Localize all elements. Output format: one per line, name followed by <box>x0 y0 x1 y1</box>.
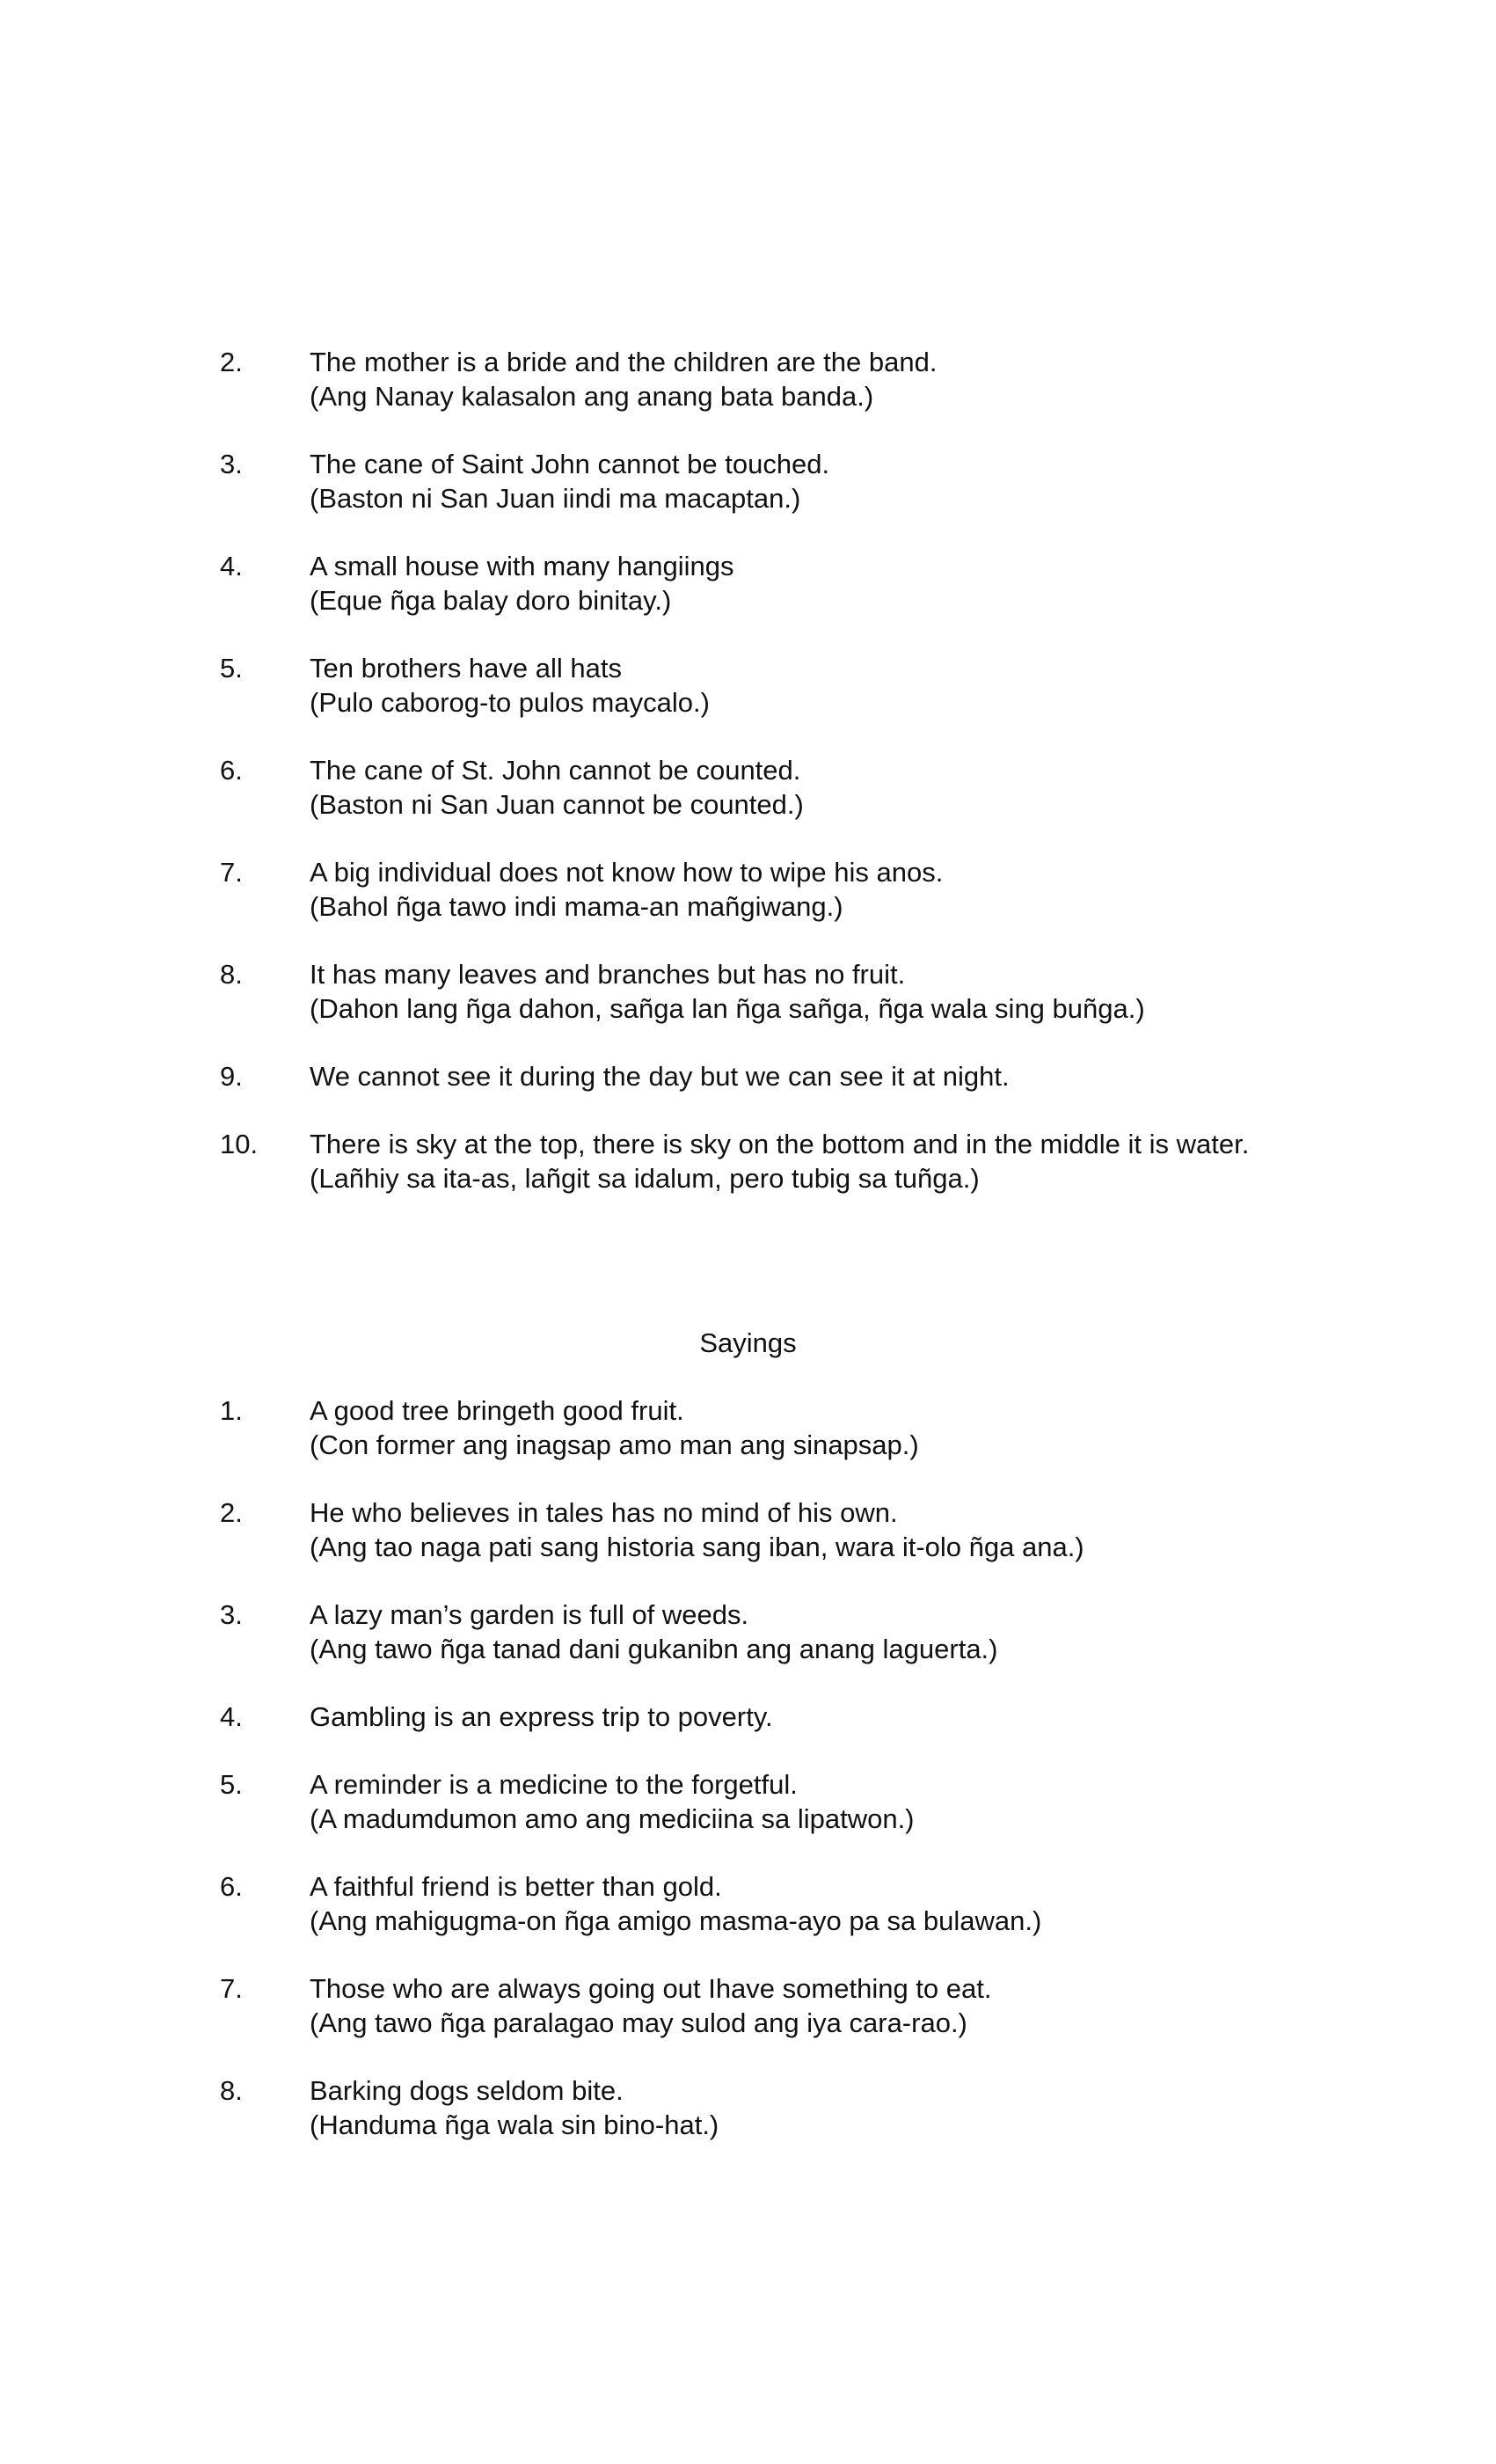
english-text: The cane of St. John cannot be counted. <box>310 755 801 786</box>
item-number: 2. <box>220 347 243 377</box>
english-text: He who believes in tales has no mind of his own. <box>310 1497 898 1528</box>
list-item <box>220 957 1275 1026</box>
list-item <box>220 447 1275 515</box>
list-item <box>220 855 1275 924</box>
english-text: Barking dogs seldom bite. <box>310 2075 624 2106</box>
list-item <box>220 1059 1275 1093</box>
translation-text: (Pulo caborog-to pulos maycalo.) <box>310 687 710 718</box>
item-number: 5. <box>220 653 243 684</box>
item-number: 5. <box>220 1769 243 1800</box>
list-item <box>220 1767 1275 1836</box>
list-item <box>220 753 1275 822</box>
english-text: The mother is a bride and the children are the band. <box>310 347 938 377</box>
sayings-list <box>220 1393 1275 2175</box>
translation-text: (Ang tao naga pati sang historia sang iban, wara it-olo ñga ana.) <box>310 1532 1084 1562</box>
translation-text: (Eque ñga balay doro binitay.) <box>310 585 672 616</box>
english-text: It has many leaves and branches but has no fruit. <box>310 959 906 990</box>
translation-text: (Ang tawo ñga paralagao may sulod ang iya cara-rao.) <box>310 2007 967 2038</box>
english-text: A lazy man’s garden is full of weeds. <box>310 1599 749 1630</box>
item-number: 6. <box>220 1871 243 1902</box>
list-item <box>220 1869 1275 1938</box>
translation-text: (Lañhiy sa ita-as, lañgit sa idalum, pero tubig sa tuñga.) <box>310 1163 980 1194</box>
english-text: A good tree bringeth good fruit. <box>310 1395 684 1426</box>
english-text: A reminder is a medicine to the forgetful. <box>310 1769 798 1800</box>
translation-text: (A madumdumon amo ang mediciina sa lipatwon.) <box>310 1803 915 1834</box>
english-text: The cane of Saint John cannot be touched. <box>310 449 830 479</box>
list-item <box>220 2073 1275 2142</box>
english-text: A faithful friend is better than gold. <box>310 1871 722 1902</box>
list-item <box>220 345 1275 413</box>
translation-text: (Bahol ñga tawo indi mama-an mañgiwang.) <box>310 891 843 922</box>
item-number: 8. <box>220 959 243 990</box>
list-item <box>220 1393 1275 1462</box>
translation-text: (Dahon lang ñga dahon, sañga lan ñga sañga, ñga wala sing buñga.) <box>310 993 1145 1024</box>
translation-text: (Handuma ñga wala sin bino-hat.) <box>310 2109 719 2140</box>
english-text: There is sky at the top, there is sky on the bottom and in the middle it is water. <box>310 1129 1250 1159</box>
list-item <box>220 1971 1275 2040</box>
item-number: 9. <box>220 1061 243 1092</box>
translation-text: (Baston ni San Juan cannot be counted.) <box>310 789 804 820</box>
item-number: 3. <box>220 449 243 479</box>
english-text: A big individual does not know how to wipe his anos. <box>310 857 944 888</box>
english-text: Gambling is an express trip to poverty. <box>310 1701 773 1732</box>
list-item <box>220 651 1275 720</box>
list-item <box>220 1495 1275 1564</box>
english-text: A small house with many hangiings <box>310 551 734 581</box>
item-number: 7. <box>220 1973 243 2004</box>
english-text: Ten brothers have all hats <box>310 653 622 684</box>
item-number: 3. <box>220 1599 243 1630</box>
translation-text: (Ang mahigugma-on ñga amigo masma-ayo pa sa bulawan.) <box>310 1905 1042 1936</box>
translation-text: (Baston ni San Juan iindi ma macaptan.) <box>310 483 801 514</box>
section-heading-sayings: Sayings <box>699 1327 797 1358</box>
item-number: 1. <box>220 1395 243 1426</box>
item-number: 6. <box>220 755 243 786</box>
list-item <box>220 1700 1275 1734</box>
list-item <box>220 1127 1275 1195</box>
english-text: Those who are always going out Ihave something to eat. <box>310 1973 992 2004</box>
item-number: 4. <box>220 551 243 581</box>
list-item <box>220 549 1275 618</box>
item-number: 2. <box>220 1497 243 1528</box>
item-number: 10. <box>220 1129 259 1159</box>
list-item <box>220 1598 1275 1666</box>
item-number: 4. <box>220 1701 243 1732</box>
translation-text: (Ang tawo ñga tanad dani gukanibn ang anang laguerta.) <box>310 1634 998 1664</box>
item-number: 7. <box>220 857 243 888</box>
translation-text: (Con former ang inagsap amo man ang sinapsap.) <box>310 1429 919 1460</box>
translation-text: (Ang Nanay kalasalon ang anang bata banda.) <box>310 381 874 412</box>
riddles-list <box>220 345 1275 1229</box>
english-text: We cannot see it during the day but we can see it at night. <box>310 1061 1010 1092</box>
item-number: 8. <box>220 2075 243 2106</box>
